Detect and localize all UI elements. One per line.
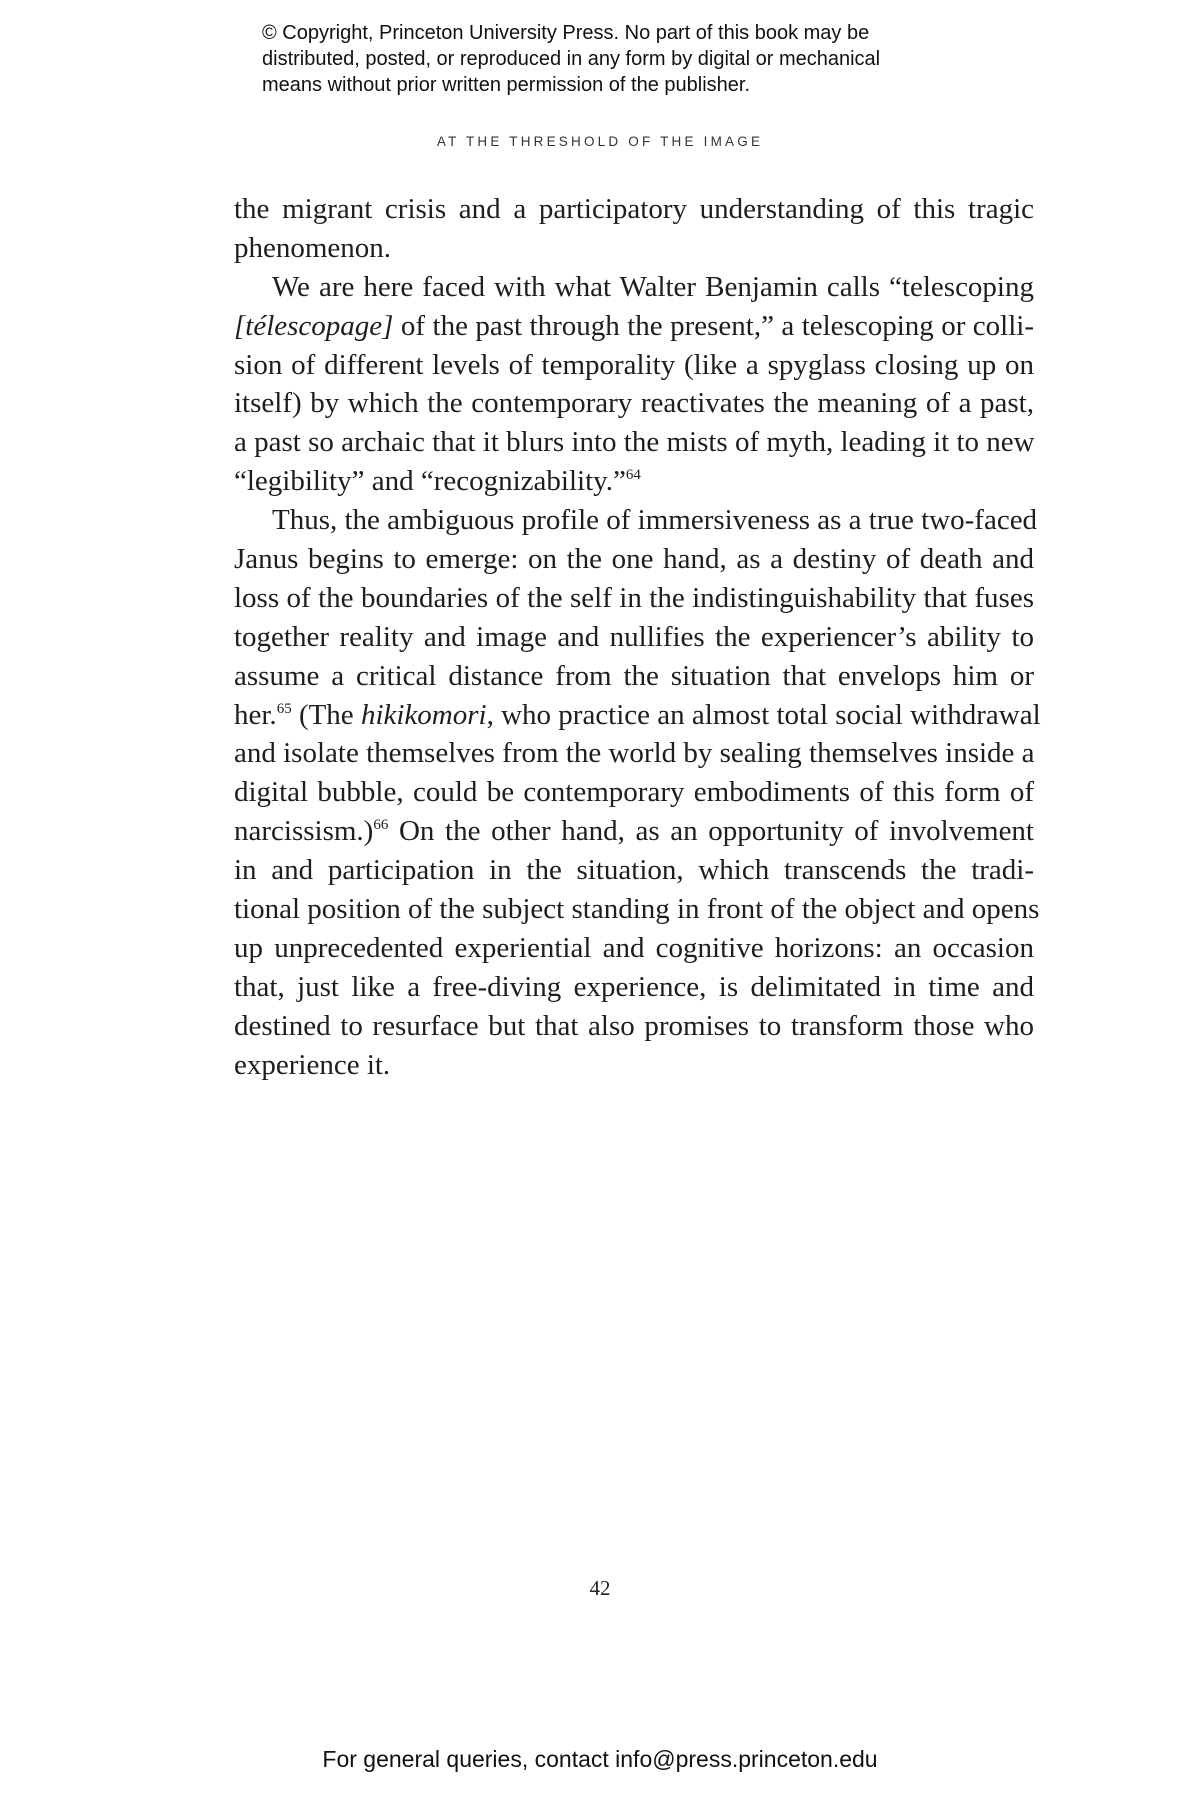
text-line: a past so archaic that it blurs into the mists of myth, leading it to new (234, 426, 1035, 459)
text-line: assume a critical distance from the situation that envelops him or (234, 659, 1034, 692)
text-line: We are here faced with what Walter Benjamin calls “telescoping (272, 270, 1034, 303)
running-head: AT THE THRESHOLD OF THE IMAGE (436, 134, 764, 149)
text-line: Janus begins to emerge: on the one hand, as a destiny of death and (234, 543, 1034, 576)
text-line: Thus, the ambiguous profile of immersiveness as a true two-faced (272, 504, 1038, 537)
text-line: destined to resurface but that also promises to transform those who (234, 1009, 1034, 1042)
text-line: phenomenon. (234, 231, 392, 264)
italic-term: [télescopage] (234, 309, 394, 342)
text-line: and isolate themselves from the world by sealing themselves inside a (234, 737, 1035, 770)
footnote-ref: 64 (625, 467, 641, 484)
footnote-ref: 66 (373, 817, 389, 834)
body-text (234, 190, 1041, 1084)
text-line: that, just like a free-diving experience, is delimitated in time and (234, 970, 1034, 1003)
footer-contact: For general queries, contact info@press.princeton.edu (322, 1746, 878, 1772)
italic-term: hikikomori (360, 698, 487, 731)
text-line: loss of the boundaries of the self in the indistinguishability that fuses (234, 581, 1034, 614)
copyright-notice (262, 20, 982, 98)
text-line: [télescopage] of the past through the present,” a telescoping or colli- (234, 309, 1035, 342)
page-number: 42 (589, 1576, 611, 1600)
text-line: itself) by which the contemporary reactivates the meaning of a past, (234, 387, 1034, 420)
text-line: together reality and image and nullifies the experiencer’s ability to (234, 620, 1034, 653)
text-line: experience it. (234, 1048, 391, 1081)
text-line: her.$^{65}$ (The hikikomori, who practice an almost total social withdrawal (234, 698, 1041, 731)
copyright-line: © Copyright, Princeton University Press. No part of this book may be (262, 22, 870, 44)
text-line: up unprecedented experiential and cognitive horizons: an occasion (234, 931, 1034, 964)
copyright-line: distributed, posted, or reproduced in any form by digital or mechanical (262, 48, 881, 70)
footnote-ref: 65 (276, 700, 292, 717)
text-line: digital bubble, could be contemporary embodiments of this form of (234, 776, 1034, 809)
text-line: sion of different levels of temporality (like a spyglass closing up on (234, 348, 1034, 381)
text-line: the migrant crisis and a participatory understanding of this tragic (234, 193, 1034, 225)
copyright-line: means without prior written permission of the publisher. (262, 74, 751, 96)
text-line: narcissism.)$^{66}$ On the other hand, as an opportunity of involvement (234, 815, 1034, 848)
text-line: “legibility” and “recognizability.”$^{64}$ (234, 465, 641, 498)
text-line: in and participation in the situation, which transcends the tradi- (234, 854, 1034, 887)
text-line: tional position of the subject standing in front of the object and opens (234, 893, 1040, 926)
